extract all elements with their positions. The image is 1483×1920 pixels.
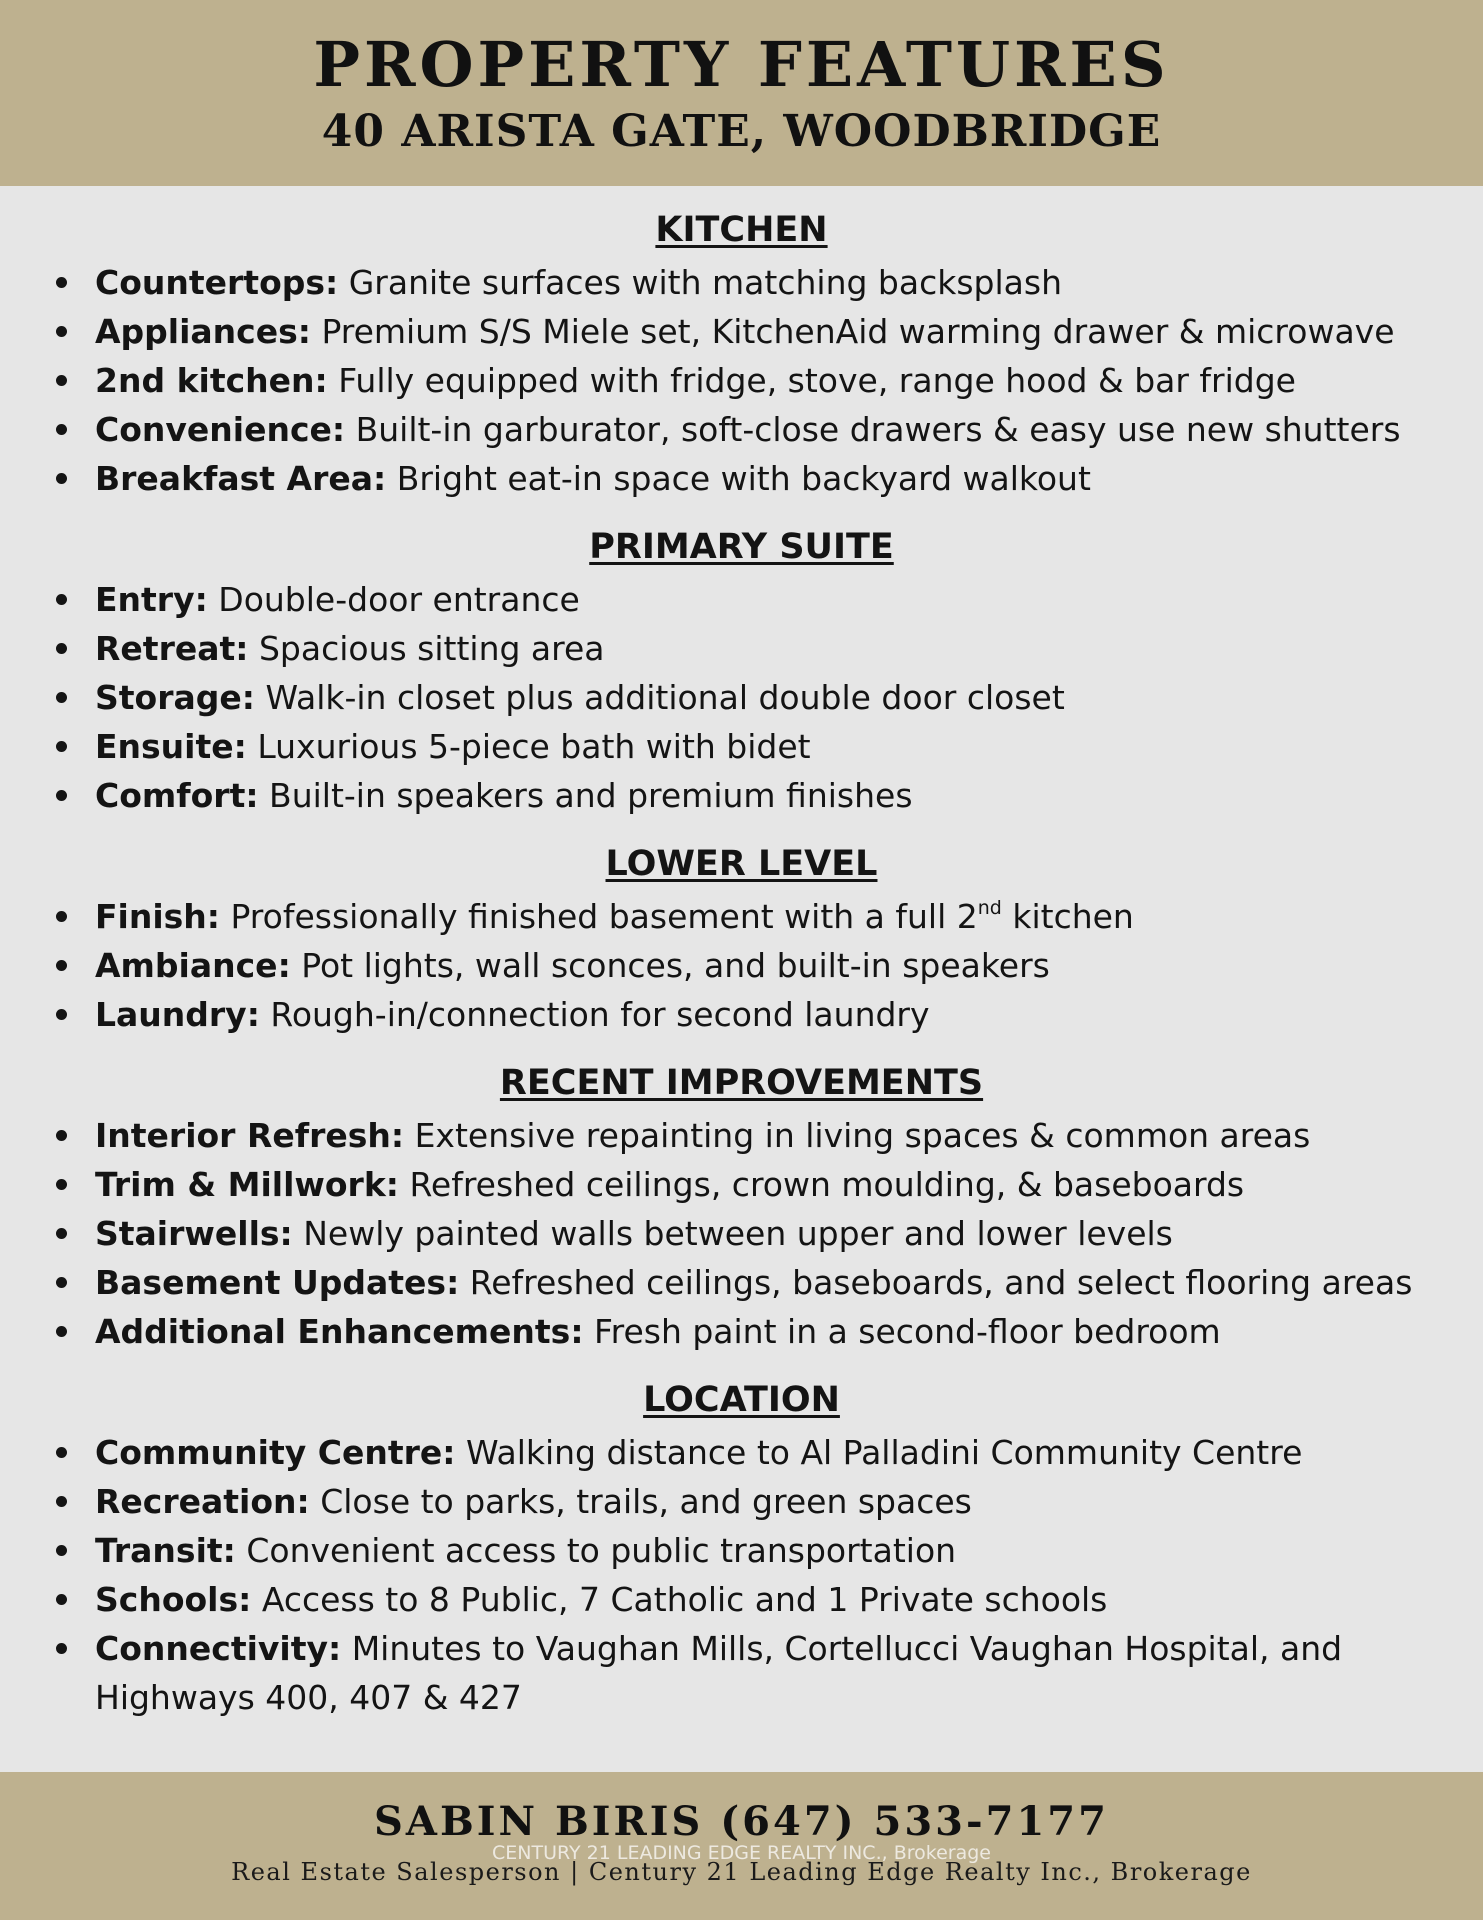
agent-contact: SABIN BIRIS (647) 533-7177 <box>374 1798 1109 1845</box>
item-text: Minutes to Vaughan Mills, Cortellucci Vaughan Hospital, and Highways 400, 407 & 427 <box>95 1629 1343 1717</box>
item-text: Professionally finished basement with a full 2 <box>220 897 978 936</box>
list-item <box>95 1160 1483 1209</box>
item-text: Newly painted walls between upper and lower levels <box>292 1214 1173 1253</box>
item-text-after: kitchen <box>1001 897 1134 936</box>
item-label: Retreat: <box>95 629 249 668</box>
list-item <box>95 624 1483 673</box>
list-item <box>95 673 1483 722</box>
item-text: Close to parks, trails, and green spaces <box>309 1482 972 1521</box>
item-label: Countertops: <box>95 263 339 302</box>
item-label: Ambiance: <box>95 946 291 985</box>
item-text: Refreshed ceilings, crown moulding, & baseboards <box>398 1165 1245 1204</box>
list-item <box>95 1258 1483 1307</box>
item-label: Additional Enhancements: <box>95 1312 584 1351</box>
list-item <box>95 1526 1483 1575</box>
item-label: Ensuite: <box>95 727 247 766</box>
list-item <box>95 575 1483 624</box>
list-item <box>95 405 1483 454</box>
item-label: Community Centre: <box>95 1433 456 1472</box>
item-label: Schools: <box>95 1580 252 1619</box>
list-item <box>95 941 1483 990</box>
brokerage-watermark: CENTURY 21 LEADING EDGE REALTY INC., Brokerage <box>492 1842 991 1864</box>
item-label: Laundry: <box>95 995 260 1034</box>
item-text: Extensive repainting in living spaces & common areas <box>404 1116 1311 1155</box>
list-item <box>95 1209 1483 1258</box>
list-item <box>95 1428 1483 1477</box>
list-item <box>95 1307 1483 1356</box>
item-text: Premium S/S Miele set, KitchenAid warming drawer & microwave <box>310 312 1395 351</box>
list-item <box>95 892 1483 941</box>
item-text: Fresh paint in a second-floor bedroom <box>583 1312 1221 1351</box>
item-label: Comfort: <box>95 776 259 815</box>
item-text: Refreshed ceilings, baseboards, and select flooring areas <box>459 1263 1413 1302</box>
item-label: 2nd kitchen: <box>95 361 328 400</box>
item-text: Double-door entrance <box>207 580 580 619</box>
lower-level-list <box>0 892 1483 1039</box>
item-label: Recreation: <box>95 1482 310 1521</box>
list-item <box>95 1575 1483 1624</box>
list-item <box>95 307 1483 356</box>
item-label: Interior Refresh: <box>95 1116 405 1155</box>
item-text: Built-in garburator, soft-close drawers & easy use new shutters <box>345 410 1401 449</box>
item-label: Transit: <box>95 1531 236 1570</box>
item-text: Built-in speakers and premium finishes <box>258 776 913 815</box>
section-heading-primary-suite: PRIMARY SUITE <box>589 527 894 567</box>
location-list <box>0 1428 1483 1722</box>
features-content <box>0 186 1483 1772</box>
list-item <box>95 722 1483 771</box>
item-label: Stairwells: <box>95 1214 293 1253</box>
item-text: Spacious sitting area <box>248 629 605 668</box>
section-heading-recent-improvements: RECENT IMPROVEMENTS <box>499 1063 984 1103</box>
item-text: Pot lights, wall sconces, and built-in speakers <box>290 946 1050 985</box>
brokerage-line: Real Estate Salesperson | Century 21 Leading Edge Realty Inc., Brokerage <box>231 1858 1252 1886</box>
ordinal-suffix: nd <box>977 897 1002 919</box>
item-label: Connectivity: <box>95 1629 342 1668</box>
item-text: Bright eat-in space with backyard walkout <box>386 459 1091 498</box>
header-band <box>0 0 1483 186</box>
list-item <box>95 771 1483 820</box>
item-label: Appliances: <box>95 312 311 351</box>
item-label: Convenience: <box>95 410 346 449</box>
item-text: Convenient access to public transportation <box>235 1531 957 1570</box>
item-label: Finish: <box>95 897 220 936</box>
item-text: Fully equipped with fridge, stove, range hood & bar fridge <box>327 361 1296 400</box>
item-label: Entry: <box>95 580 208 619</box>
section-heading-location: LOCATION <box>643 1380 840 1420</box>
list-item <box>95 258 1483 307</box>
list-item <box>95 990 1483 1039</box>
item-label: Basement Updates: <box>95 1263 460 1302</box>
item-text: Access to 8 Public, 7 Catholic and 1 Private schools <box>251 1580 1108 1619</box>
section-heading-kitchen: KITCHEN <box>655 210 828 250</box>
kitchen-list <box>0 258 1483 503</box>
footer-band <box>0 1772 1483 1920</box>
item-text: Walk-in closet plus additional double door closet <box>254 678 1065 717</box>
item-label: Storage: <box>95 678 255 717</box>
section-heading-lower-level: LOWER LEVEL <box>605 844 878 884</box>
page-title: PROPERTY FEATURES <box>313 28 1170 101</box>
item-text: Rough-in/connection for second laundry <box>259 995 930 1034</box>
item-text: Walking distance to Al Palladini Community Centre <box>455 1433 1303 1472</box>
list-item <box>95 356 1483 405</box>
item-text: Granite surfaces with matching backsplash <box>338 263 1062 302</box>
item-text: Luxurious 5-piece bath with bidet <box>246 727 811 766</box>
list-item <box>95 454 1483 503</box>
item-label: Breakfast Area: <box>95 459 387 498</box>
list-item <box>95 1624 1483 1722</box>
list-item <box>95 1111 1483 1160</box>
list-item <box>95 1477 1483 1526</box>
primary-suite-list <box>0 575 1483 820</box>
property-address: 40 ARISTA GATE, WOODBRIDGE <box>321 106 1162 157</box>
item-label: Trim & Millwork: <box>95 1165 399 1204</box>
recent-improvements-list <box>0 1111 1483 1356</box>
